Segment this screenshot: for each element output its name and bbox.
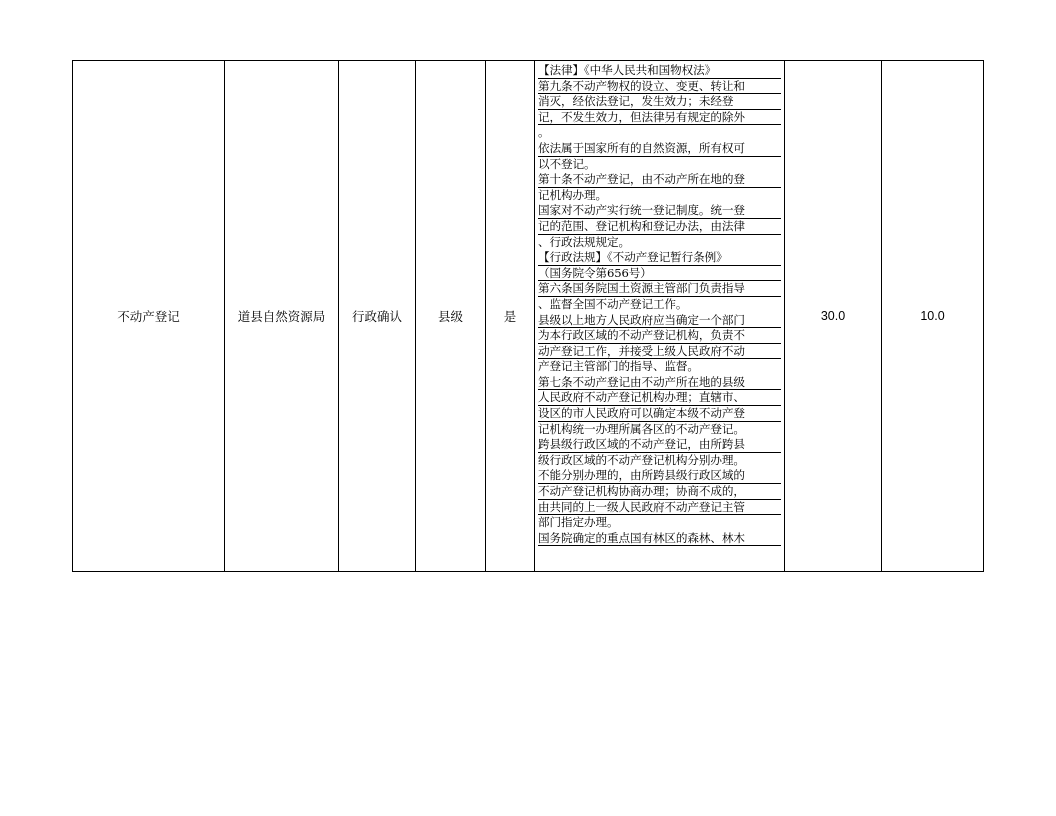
legal-basis-line: 为本行政区域的不动产登记机构，负责不 [538, 328, 781, 344]
legal-basis-line: 县级以上地方人民政府应当确定一个部门 [538, 313, 781, 329]
legal-basis-line: （国务院令第656号） [538, 266, 781, 282]
legal-basis-line: 第十条不动产登记，由不动产所在地的登 [538, 172, 781, 188]
data-table [72, 60, 984, 572]
legal-basis-line: 第七条不动产登记由不动产所在地的县级 [538, 375, 781, 391]
department-cell: 道县自然资源局 [225, 61, 339, 572]
legal-basis-line: 设区的市人民政府可以确定本级不动产登 [538, 406, 781, 422]
level-cell: 县级 [416, 61, 486, 572]
legal-basis-line: 人民政府不动产登记机构办理；直辖市、 [538, 390, 781, 406]
legal-basis-line: 第六条国务院国土资源主管部门负责指导 [538, 281, 781, 297]
legal-basis-line: 【法律】《中华人民共和国物权法》 [538, 63, 781, 79]
legal-basis-line: 动产登记工作，并接受上级人民政府不动 [538, 344, 781, 360]
value-a-cell: 30.0 [785, 61, 882, 572]
category-cell: 行政确认 [339, 61, 416, 572]
legal-basis-line: 不能分别办理的，由所跨县级行政区域的 [538, 468, 781, 484]
legal-basis-line: 不动产登记机构协商办理；协商不成的， [538, 484, 781, 500]
legal-basis-line: 记的范围、登记机构和登记办法，由法律 [538, 219, 781, 235]
legal-basis-line: 级行政区域的不动产登记机构分别办理。 [538, 452, 745, 467]
legal-basis-line: 。 [538, 125, 550, 140]
legal-basis-cell [535, 61, 785, 572]
legal-basis-line: 国家对不动产实行统一登记制度。统一登 [538, 203, 781, 219]
legal-basis-line: 依法属于国家所有的自然资源，所有权可 [538, 141, 781, 157]
flag-cell: 是 [486, 61, 535, 572]
legal-basis-line: 国务院确定的重点国有林区的森林、林木 [538, 531, 781, 547]
legal-basis-line: 、行政法规规定。 [538, 234, 630, 249]
value-b-cell: 10.0 [882, 61, 984, 572]
legal-basis-line: 由共同的上一级人民政府不动产登记主管 [538, 500, 781, 516]
legal-basis-line: 、监督全国不动产登记工作。 [538, 296, 688, 311]
legal-basis-text [535, 61, 784, 571]
legal-basis-line: 消灭，经依法登记，发生效力；未经登 [538, 94, 781, 110]
legal-basis-line: 记机构统一办理所属各区的不动产登记。 [538, 421, 745, 436]
legal-basis-line: 第九条不动产物权的设立、变更、转让和 [538, 79, 781, 95]
legal-basis-line: 记，不发生效力，但法律另有规定的除外 [538, 110, 781, 126]
table-row [73, 61, 984, 572]
legal-basis-line: 跨县级行政区域的不动产登记，由所跨县 [538, 437, 781, 453]
legal-basis-line: 记机构办理。 [538, 187, 607, 202]
legal-basis-line: 部门指定办理。 [538, 515, 619, 530]
legal-basis-line: 以不登记。 [538, 156, 596, 171]
item-name-cell: 不动产登记 [73, 61, 225, 572]
legal-basis-line: 产登记主管部门的指导、监督。 [538, 359, 699, 374]
legal-basis-line: 【行政法规】《不动产登记暂行条例》 [538, 250, 781, 266]
